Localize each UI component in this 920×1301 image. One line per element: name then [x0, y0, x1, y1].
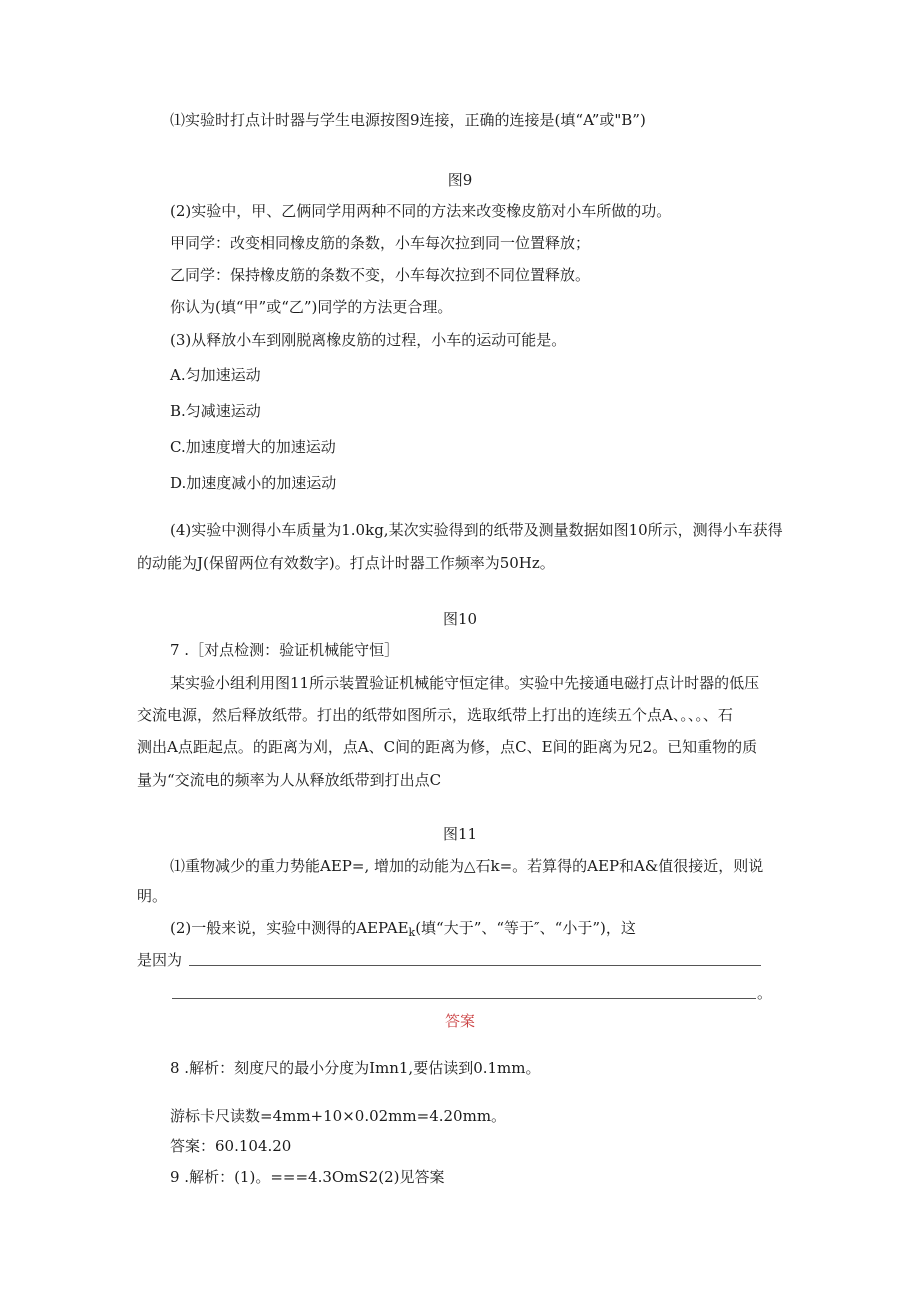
answer-section-title: 答案 — [444, 1012, 475, 1030]
blank-end-period: 。 — [757, 984, 773, 1002]
sub-question-2-line-2: 是因为 — [137, 951, 183, 969]
option-b: B.匀减速运动 — [170, 402, 261, 420]
sub-question-1-line-1: ⑴重物减少的重力势能AEP=, 增加的动能为△石k=。若算得的AEP和A&值很接近，则说 — [170, 857, 764, 875]
sub-question-1-line-2: 明。 — [137, 887, 168, 905]
question-1-text: ⑴实验时打点计时器与学生电源按图9连接，正确的连接是(填“A”或"B”) — [170, 111, 646, 129]
question-4-line-2: 的动能为J(保留两位有效数字)。打点计时器工作频率为50Hz。 — [137, 554, 555, 572]
question-7-line-2: 交流电源，然后释放纸带。打出的纸带如图所示，选取纸带上打出的连续五个点A、。、。、石 — [137, 706, 733, 724]
question-2-text: (2)实验中，甲、乙俩同学用两种不同的方法来改变橡皮筋对小车所做的功。 — [170, 202, 672, 220]
option-a: A.匀加速运动 — [170, 366, 261, 384]
question-7-title: 7 .［对点检测：验证机械能守恒］ — [170, 641, 400, 659]
answer-9-text: 9 .解析：(1)。===4.3OmS2(2)见答案 — [170, 1168, 445, 1186]
question-2-student-jia: 甲同学：改变相同橡皮筋的条数，小车每次拉到同一位置释放； — [170, 234, 591, 252]
question-4-line-1: (4)实验中测得小车质量为1.0kg,某次实验得到的纸带及测量数据如图10所示，测得小车获得 — [170, 521, 783, 539]
question-7-line-1: 某实验小组利用图11所示装置验证机械能守恒定律。实验中先接通电磁打点计时器的低压 — [170, 674, 760, 692]
sub-question-2-part-b: (填“大于”、“等于″、“小于”)，这 — [415, 919, 636, 937]
question-7-line-4: 量为“交流电的频率为人从释放纸带到打出点C — [137, 771, 442, 789]
answer-8-caliper-reading: 游标卡尺读数=4mm+10×0.02mm=4.20mm。 — [170, 1107, 507, 1125]
answer-8-result: 答案：60.104.20 — [170, 1137, 292, 1155]
sub-question-2-line-1 — [170, 918, 636, 943]
question-2-student-yi: 乙同学：保持橡皮筋的条数不变，小车每次拉到不同位置释放。 — [170, 266, 591, 284]
answer-8-text: 8 .解析：刻度尺的最小分度为Imn1,要估读到0.1mm。 — [170, 1059, 541, 1077]
figure-11-caption: 图11 — [442, 825, 478, 843]
answer-blank-line-2[interactable] — [172, 998, 756, 999]
question-3-text: (3)从释放小车到刚脱离橡皮筋的过程，小车的运动可能是。 — [170, 331, 567, 349]
option-c: C.加速度增大的加速运动 — [170, 438, 336, 456]
question-2-prompt: 你认为(填“甲”或“乙”)同学的方法更合理。 — [170, 298, 453, 316]
question-7-line-3: 测出A点距起点。的距离为刈，点A、C间的距离为修，点C、E间的距离为兄2。已知重物的质 — [137, 738, 758, 756]
sub-question-2-subscript: k — [408, 926, 416, 939]
answer-blank-line-1[interactable] — [189, 965, 761, 966]
option-d: D.加速度减小的加速运动 — [170, 474, 337, 492]
figure-9-caption: 图9 — [447, 171, 473, 189]
figure-10-caption: 图10 — [442, 610, 478, 628]
sub-question-2-part-a: (2)一般来说，实验中测得的AEPAE — [170, 919, 409, 937]
